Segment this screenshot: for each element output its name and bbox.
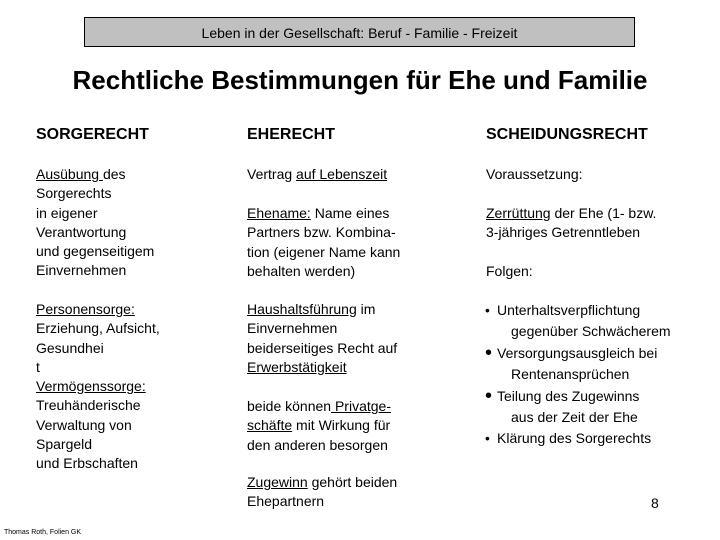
asset-care-term: Vermögenssorge: [36, 378, 146, 395]
exercise-term: Ausübung [36, 166, 103, 182]
breakdown-block [486, 204, 656, 243]
eherecht-name-block [247, 204, 400, 281]
employment-term: Erwerbstätigkeit [247, 358, 347, 375]
text-line: Verwaltung von [36, 416, 132, 433]
text-line: Einvernehmen [36, 262, 127, 279]
list-item-text: • Unterhaltsverpflichtung [497, 302, 641, 318]
household-term: Haushaltsführung [247, 301, 357, 317]
text-line: t [36, 358, 40, 375]
list-item-text: aus der Zeit der Ehe [511, 409, 638, 426]
footer-credit: Thomas Roth, Folien GK [4, 529, 82, 536]
slide-title: Rechtliche Bestimmungen für Ehe und Familie [72, 65, 648, 95]
text-line: Treuhänderische [36, 397, 141, 414]
personal-care-term: Personensorge: [36, 301, 135, 317]
lifetime-term: auf Lebenszeit [296, 166, 388, 182]
heading-eherecht: EHERECHT [247, 126, 336, 143]
list-item [485, 386, 671, 429]
text-line: in eigener [36, 204, 98, 221]
list-item-text: gegenüber Schwächerem [511, 323, 671, 340]
text-line: behalten werden) [247, 262, 356, 279]
text-line: Gesundhei [36, 339, 104, 356]
consequences-label: Folgen: [486, 263, 533, 279]
private-business-term: Privatge- [331, 398, 391, 414]
text-line: Spargeld [36, 436, 93, 453]
precondition-label: Voraussetzung: [486, 166, 583, 182]
text-line: und gegenseitigem [36, 243, 155, 260]
text-line: Erziehung, Aufsicht, [36, 320, 160, 337]
list-item [485, 428, 671, 449]
consequences-list [485, 300, 671, 450]
heading-sorgerecht: SORGERECHT [36, 126, 149, 143]
eherecht-surplus-block [247, 473, 397, 512]
text-segment: gehört beiden [307, 474, 398, 490]
text-line: Verantwortung [36, 223, 127, 240]
header-text: Leben in der Gesellschaft: Beruf - Familie - Freizeit [201, 25, 518, 41]
text-segment: im [356, 301, 376, 317]
heading-scheidungsrecht: SCHEIDUNGSRECHT [486, 126, 648, 143]
list-item [485, 300, 671, 343]
text-line: den anderen besorgen [247, 436, 388, 453]
text-line: beiderseitiges Recht auf [247, 339, 398, 356]
page-number: 8 [651, 495, 659, 511]
marriage-name-term: Ehename: [247, 205, 311, 221]
text-line: Ehepartnern [247, 493, 325, 510]
text-line: Einvernehmen [247, 320, 338, 337]
list-item-text: • Teilung des Zugewinns [497, 387, 640, 404]
private-business-term-cont: schäfte [247, 417, 293, 434]
list-item-text: Rentenansprüchen [511, 366, 630, 383]
sorgerecht-care-block [36, 300, 160, 474]
breakdown-term: Zerrüttung [486, 205, 551, 221]
text-line: Sorgerechts [36, 185, 112, 202]
sorgerecht-exercise-block [36, 165, 154, 281]
list-item-text: • Klärung des Sorgerechts [497, 430, 652, 447]
text-segment: der Ehe (1- bzw. [550, 205, 657, 221]
text-segment: Vertrag [247, 166, 297, 182]
text-line: des [102, 166, 126, 182]
surplus-term: Zugewinn [247, 474, 308, 490]
list-item-text: • Versorgungsausgleich bei [497, 344, 658, 361]
text-line: tion (eigener Name kann [247, 243, 401, 260]
text-segment: beide können [247, 398, 332, 414]
eherecht-contract [247, 165, 387, 184]
text-segment: mit Wirkung für [292, 417, 391, 434]
list-item [485, 343, 671, 386]
header-box [84, 17, 635, 47]
eherecht-household-block [247, 300, 397, 377]
text-line: Partners bzw. Kombina- [247, 224, 396, 241]
text-line: 3-jähriges Getrenntleben [486, 224, 641, 241]
text-line: und Erbschaften [36, 455, 138, 472]
eherecht-business-block [247, 397, 391, 455]
text-segment: Name eines [310, 205, 390, 221]
